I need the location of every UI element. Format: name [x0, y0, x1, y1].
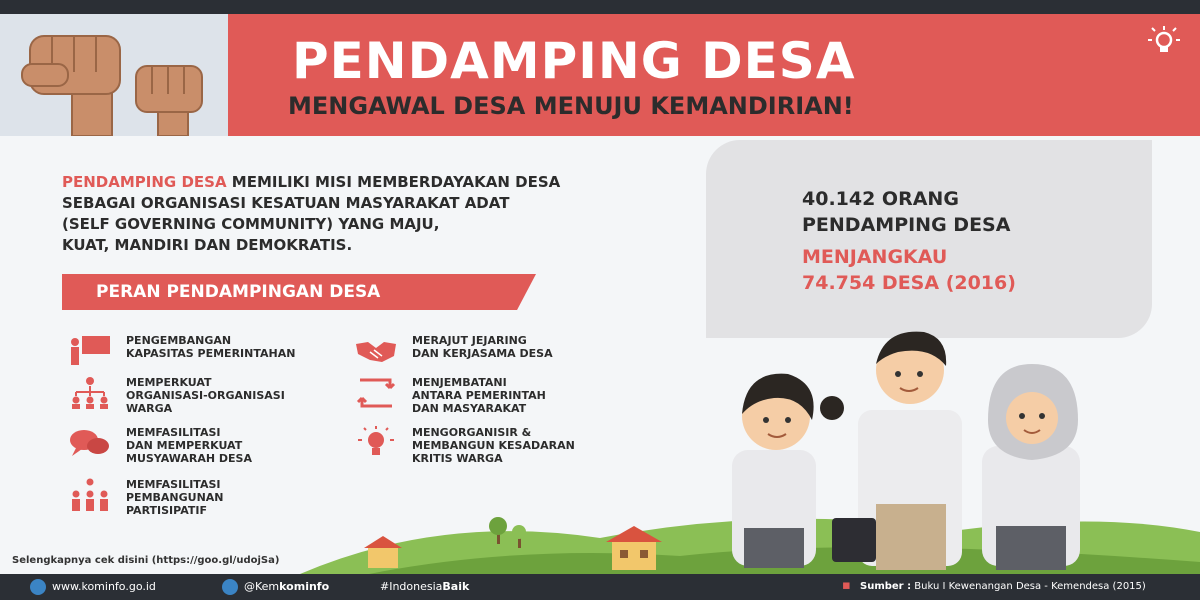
- village-people-illustration: [300, 300, 1200, 580]
- role-line: MENJEMBATANI: [412, 376, 507, 389]
- role-line: KAPASITAS PEMERINTAHAN: [126, 347, 296, 360]
- stats-reach-label: MENJANGKAU: [802, 246, 948, 268]
- stats-reach: 74.754 DESA (2016): [802, 272, 1016, 294]
- lightbulb-icon: [1146, 24, 1182, 60]
- role-line: ORGANISASI-ORGANISASI: [126, 389, 285, 402]
- footer-website[interactable]: www.kominfo.go.id: [52, 580, 156, 593]
- stats-reach-block: [802, 244, 1016, 296]
- twitter-icon: [222, 579, 238, 595]
- page-title: PENDAMPING DESA: [292, 32, 856, 90]
- stats-count-label: PENDAMPING DESA: [802, 214, 1011, 236]
- role-line: DAN MEMPERKUAT: [126, 439, 243, 452]
- more-info-link[interactable]: Selengkapnya cek disini (https://goo.gl/udojSa): [12, 555, 280, 566]
- role-line: MERAJUT JEJARING: [412, 334, 527, 347]
- role-line: PENGEMBANGAN: [126, 334, 232, 347]
- source-text: Buku I Kewenangan Desa - Kemendesa (2015): [911, 581, 1146, 592]
- role-line: PEMBANGUNAN: [126, 491, 224, 504]
- fists-illustration: [0, 14, 228, 136]
- org-chart-icon: [68, 376, 112, 410]
- role-line: MEMFASILITASI: [126, 426, 221, 439]
- footer-twitter[interactable]: [244, 580, 329, 593]
- page-subtitle: MENGAWAL DESA MENUJU KEMANDIRIAN!: [288, 92, 854, 120]
- man-figure: [832, 332, 962, 570]
- twitter-bold: kominfo: [279, 580, 330, 593]
- chat-bubbles-icon: [68, 426, 112, 460]
- roles-title: PERAN PENDAMPINGAN DESA: [96, 282, 381, 302]
- role-line: ANTARA PEMERINTAH: [412, 389, 546, 402]
- mission-statement: [62, 172, 682, 256]
- role-line: MENGORGANISIR &: [412, 426, 532, 439]
- stats-count-block: [802, 186, 1010, 238]
- footer-hashtag: [380, 580, 469, 593]
- hijab-woman-figure: [982, 364, 1080, 570]
- top-bar: [0, 0, 1200, 14]
- presentation-icon: [68, 334, 112, 368]
- role-line: MEMPERKUAT: [126, 376, 212, 389]
- role-line: DAN MASYARAKAT: [412, 402, 527, 415]
- source-marker-icon: ▪: [842, 578, 851, 593]
- role-line: MUSYAWARAH DESA: [126, 452, 252, 465]
- mission-highlight: PENDAMPING DESA: [62, 173, 227, 191]
- role-line: MEMFASILITASI: [126, 478, 221, 491]
- mission-line-1: MEMILIKI MISI MEMBERDAYAKAN DESA: [226, 173, 561, 191]
- mission-line-4: KUAT, MANDIRI DAN DEMOKRATIS.: [62, 236, 353, 254]
- source-label: Sumber :: [860, 581, 912, 592]
- role-line: PARTISIPATIF: [126, 504, 207, 517]
- hashtag-prefix: #Indonesia: [380, 580, 443, 593]
- hashtag-bold: Baik: [442, 580, 470, 593]
- globe-icon: [30, 579, 46, 595]
- stats-count: 40.142 ORANG: [802, 188, 959, 210]
- mission-line-3: (SELF GOVERNING COMMUNITY) YANG MAJU,: [62, 215, 440, 233]
- role-line: KRITIS WARGA: [412, 452, 503, 465]
- role-line: WARGA: [126, 402, 173, 415]
- mission-line-2: SEBAGAI ORGANISASI KESATUAN MASYARAKAT ADAT: [62, 194, 510, 212]
- twitter-prefix: @Kem: [244, 580, 280, 593]
- group-people-icon: [68, 478, 112, 512]
- role-line: DAN KERJASAMA DESA: [412, 347, 553, 360]
- house-icon: [364, 536, 402, 568]
- footer-source: [860, 581, 1146, 592]
- role-line: MEMBANGUN KESADARAN: [412, 439, 575, 452]
